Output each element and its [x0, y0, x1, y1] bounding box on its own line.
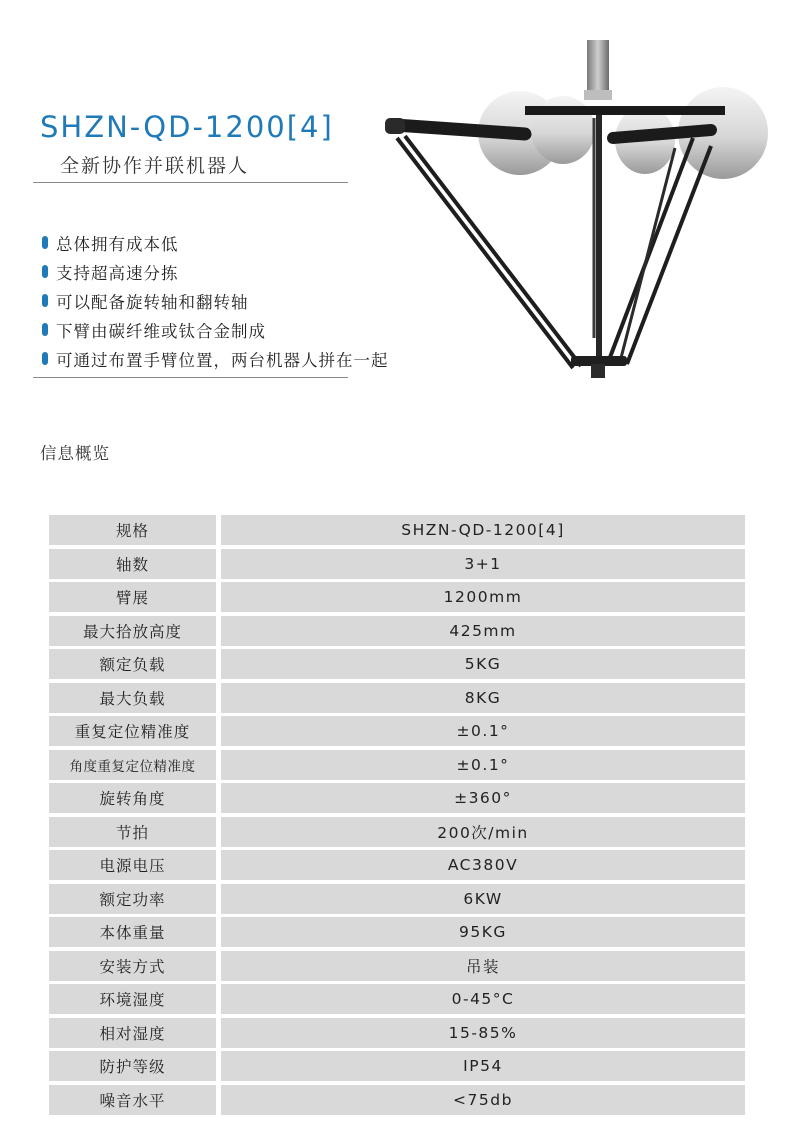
bullet-icon: [42, 294, 48, 307]
spec-value: SHZN-QD-1200[4]: [221, 515, 745, 545]
table-row: [49, 951, 745, 981]
feature-text: 可通过布置手臂位置，两台机器人拼在一起: [56, 350, 389, 370]
spec-value: IP54: [221, 1051, 745, 1081]
spec-value: AC380V: [221, 850, 745, 880]
table-row: [49, 817, 745, 847]
divider-bottom: [33, 377, 348, 378]
spec-label: 噪音水平: [49, 1085, 216, 1115]
model-title: SHZN-QD-1200[4]: [40, 110, 334, 144]
bullet-icon: [42, 352, 48, 365]
product-subtitle: 全新协作并联机器人: [60, 155, 250, 177]
table-row: [49, 1018, 745, 1048]
spec-label: 节拍: [49, 817, 216, 847]
spec-label: 臂展: [49, 582, 216, 612]
spec-label: 防护等级: [49, 1051, 216, 1081]
spec-value: 15-85%: [221, 1018, 745, 1048]
delta-robot-image: [375, 38, 775, 383]
feature-item: [42, 286, 389, 315]
spec-value: ±0.1°: [221, 750, 745, 780]
table-row: [49, 649, 745, 679]
feature-list: [42, 228, 389, 373]
spec-value: 8KG: [221, 683, 745, 713]
spec-label: 环境湿度: [49, 984, 216, 1014]
feature-item: [42, 228, 389, 257]
feature-item: [42, 257, 389, 286]
bullet-icon: [42, 323, 48, 336]
spec-label: 本体重量: [49, 917, 216, 947]
spec-label: 最大拾放高度: [49, 616, 216, 646]
spec-label: 重复定位精准度: [49, 716, 216, 746]
table-row: [49, 917, 745, 947]
table-row: [49, 750, 745, 780]
feature-text: 可以配备旋转轴和翻转轴: [56, 292, 249, 312]
spec-label: 安装方式: [49, 951, 216, 981]
feature-item: [42, 344, 389, 373]
spec-label: 轴数: [49, 549, 216, 579]
spec-value: 0-45°C: [221, 984, 745, 1014]
spec-value: 1200mm: [221, 582, 745, 612]
spec-label: 旋转角度: [49, 783, 216, 813]
spec-label: 角度重复定位精准度: [49, 750, 216, 780]
divider-top: [33, 182, 348, 183]
spec-value: 200次/min: [221, 817, 745, 847]
spec-label: 相对湿度: [49, 1018, 216, 1048]
spec-value: ±360°: [221, 783, 745, 813]
table-row: [49, 683, 745, 713]
spec-label: 规格: [49, 515, 216, 545]
feature-text: 支持超高速分拣: [56, 263, 179, 283]
spec-value: 3+1: [221, 549, 745, 579]
spec-label: 最大负载: [49, 683, 216, 713]
section-title: 信息概览: [40, 444, 110, 463]
table-row: [49, 884, 745, 914]
table-row: [49, 984, 745, 1014]
table-row: [49, 616, 745, 646]
spec-value: <75db: [221, 1085, 745, 1115]
spec-value: 425mm: [221, 616, 745, 646]
table-row: [49, 549, 745, 579]
table-row: [49, 783, 745, 813]
spec-value: ±0.1°: [221, 716, 745, 746]
table-row: [49, 716, 745, 746]
spec-label: 电源电压: [49, 850, 216, 880]
feature-item: [42, 315, 389, 344]
bullet-icon: [42, 236, 48, 249]
spec-label: 额定负载: [49, 649, 216, 679]
spec-value: 5KG: [221, 649, 745, 679]
feature-text: 总体拥有成本低: [56, 234, 179, 254]
table-row: [49, 1085, 745, 1115]
spec-value: 吊装: [221, 951, 745, 981]
table-row: [49, 1051, 745, 1081]
spec-value: 6KW: [221, 884, 745, 914]
table-row: [49, 582, 745, 612]
table-row: [49, 850, 745, 880]
table-row: [49, 515, 745, 545]
feature-text: 下臂由碳纤维或钛合金制成: [56, 321, 266, 341]
spec-table: [49, 515, 745, 1118]
spec-label: 额定功率: [49, 884, 216, 914]
bullet-icon: [42, 265, 48, 278]
spec-value: 95KG: [221, 917, 745, 947]
